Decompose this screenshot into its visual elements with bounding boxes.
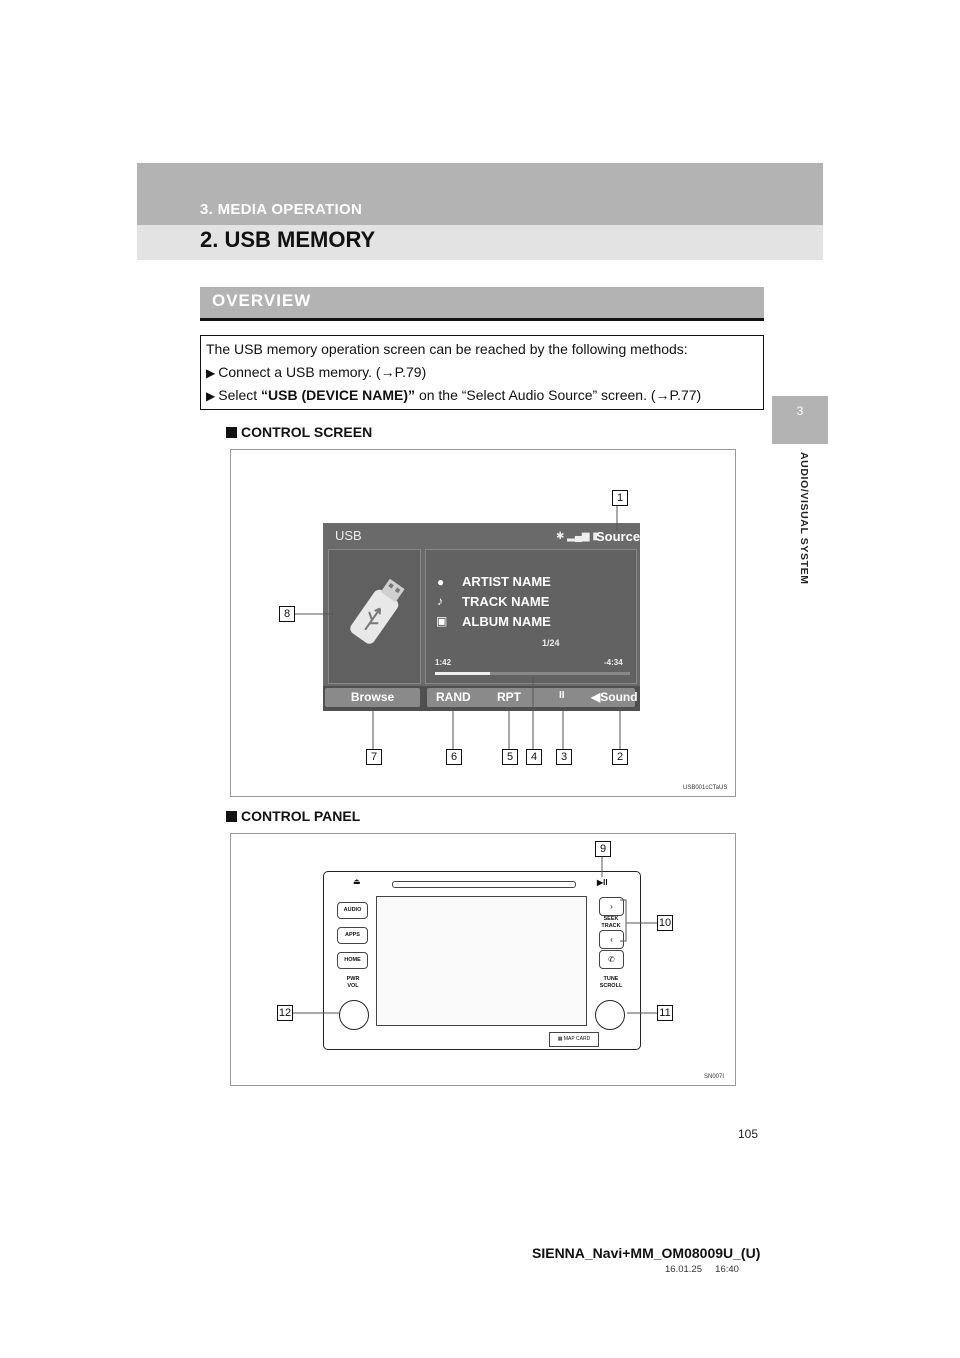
square-bullet-icon — [226, 811, 237, 822]
random-button[interactable]: RAND — [436, 690, 471, 704]
map-card-slot: ▦ MAP CARD — [549, 1032, 599, 1047]
page-title: 2. USB MEMORY — [200, 227, 376, 252]
callout-9: 9 — [595, 841, 611, 857]
chevron-left-icon: ‹ — [610, 935, 613, 944]
chapter-number: 3 — [796, 404, 804, 418]
footer-timestamp: 16.01.25 16:40 — [665, 1264, 739, 1275]
browse-button[interactable]: Browse — [325, 688, 420, 707]
seek-track-label: SEEK TRACK — [601, 916, 621, 929]
tune-scroll-label: TUNE SCROLL — [599, 976, 623, 989]
artist-icon: ● — [437, 575, 445, 589]
screen-title: USB — [335, 528, 362, 543]
callout-4: 4 — [526, 749, 542, 765]
callout-3: 3 — [556, 749, 572, 765]
callout-11: 11 — [657, 1005, 673, 1021]
control-screen-heading: CONTROL SCREEN — [226, 424, 372, 440]
control-screen-callout-lines — [230, 449, 734, 795]
track-name: TRACK NAME — [462, 594, 550, 609]
phone-icon: ✆ — [608, 955, 615, 964]
figure-code: USB001cCTaUS — [683, 785, 728, 791]
page-number: 105 — [738, 1127, 759, 1141]
callout-12: 12 — [278, 1007, 292, 1019]
album-name: ALBUM NAME — [462, 614, 551, 629]
bullet-arrow-icon: ▶ — [206, 389, 216, 403]
control-panel-callout-lines — [230, 833, 734, 1084]
source-button[interactable]: Source — [596, 529, 641, 544]
sound-button[interactable]: ◀Sound — [591, 690, 638, 704]
page-ref-link[interactable]: →P.79 — [380, 364, 422, 380]
home-button[interactable]: HOME — [337, 952, 368, 969]
apps-button[interactable]: APPS — [337, 927, 368, 944]
callout-2: 2 — [612, 749, 628, 765]
section-label: 3. MEDIA OPERATION — [200, 201, 363, 218]
speaker-icon: ◀ — [591, 690, 601, 704]
pwr-vol-label: PWR VOL — [346, 976, 360, 989]
audio-button[interactable]: AUDIO — [337, 902, 368, 919]
callout-6: 6 — [446, 749, 462, 765]
repeat-button[interactable]: RPT — [497, 690, 521, 704]
music-note-icon: ♪ — [437, 594, 443, 608]
artist-name: ARTIST NAME — [462, 574, 551, 589]
bullet-arrow-icon: ▶ — [206, 366, 216, 380]
pause-button[interactable]: II — [559, 690, 565, 701]
overview-title: OVERVIEW — [212, 291, 312, 310]
callout-8: 8 — [279, 606, 295, 622]
page-ref-link[interactable]: →P.77 — [655, 387, 697, 403]
track-count: 1/24 — [542, 638, 560, 648]
figure-code: SN007I — [704, 1074, 725, 1080]
play-pause-button[interactable]: ▶II — [597, 878, 608, 887]
remaining-time: -4:34 — [604, 658, 623, 667]
chapter-title: AUDIO/VISUAL SYSTEM — [798, 452, 810, 585]
overview-intro: The USB memory operation screen can be reached by the following methods: — [206, 341, 688, 357]
elapsed-time: 1:42 — [435, 658, 452, 667]
overview-bullet-2: ▶ Select “USB (DEVICE NAME)” on the “Select Audio Source” screen. (→P.77) — [206, 387, 702, 403]
status-icons: ✱ ▂▄▆ ▮ — [556, 531, 598, 542]
footer-model: SIENNA_Navi+MM_OM08009U_(U) — [532, 1245, 761, 1261]
callout-5: 5 — [502, 749, 518, 765]
callout-10: 10 — [658, 917, 672, 929]
control-panel-heading: CONTROL PANEL — [226, 808, 360, 824]
album-icon: ▣ — [436, 614, 448, 628]
overview-bullet-1: ▶ Connect a USB memory. (→P.79) — [206, 364, 427, 380]
callout-7: 7 — [366, 749, 382, 765]
chevron-right-icon: › — [610, 902, 613, 911]
eject-button[interactable]: ⏏ — [353, 877, 361, 886]
square-bullet-icon — [226, 427, 237, 438]
callout-1: 1 — [612, 490, 628, 506]
